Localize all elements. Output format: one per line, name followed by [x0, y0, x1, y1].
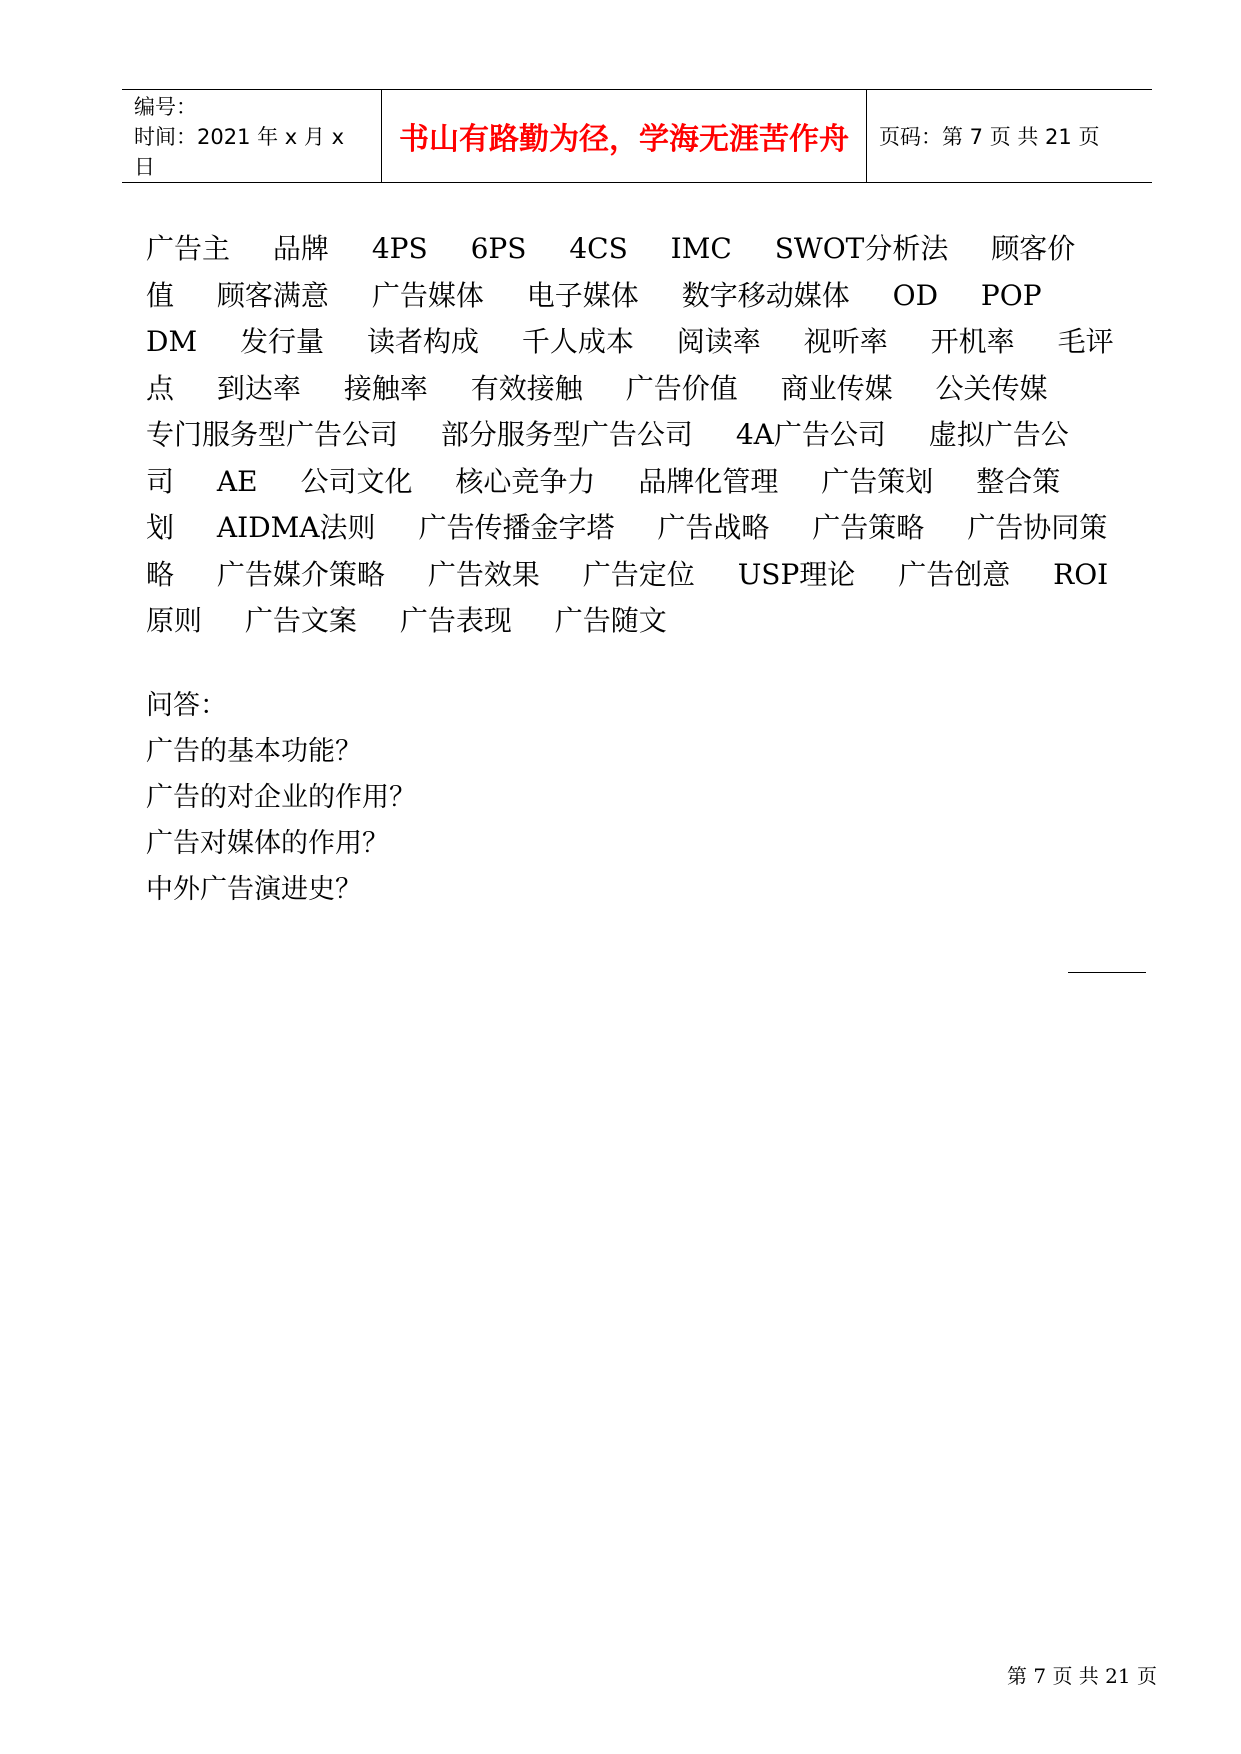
term-item: 整合策划 [146, 464, 1061, 544]
question-item: 中外广告演进史？ [146, 873, 362, 905]
page-header [122, 89, 1152, 183]
document-time: 时间：2021 年 x 月 x 日 [134, 125, 344, 179]
term-item: 4CS [569, 232, 628, 265]
header-page-cell [867, 90, 1152, 182]
term-item: 4PS [371, 232, 428, 265]
term-item: 广告传播金字塔 [418, 511, 615, 544]
term-item: 4A广告公司 [735, 418, 886, 451]
term-item: 接触率 [343, 371, 428, 405]
term-item: 阅读率 [676, 325, 761, 358]
term-item: 顾客价值 [146, 232, 1076, 312]
term-item: SWOT分析法 [774, 232, 949, 265]
term-item: 广告战略 [657, 511, 770, 544]
term-item: 广告文案 [244, 604, 357, 637]
terms-list [146, 226, 1116, 645]
term-item: 广告媒介策略 [216, 557, 385, 591]
term-item: 品牌 [272, 232, 329, 265]
term-item: AE [216, 464, 258, 498]
term-item: 公司文化 [300, 464, 413, 498]
term-item: DM [146, 325, 198, 358]
document-number-label: 编号： [134, 95, 197, 119]
term-item: 顾客满意 [216, 278, 329, 312]
motto-text: 书山有路勤为径，学海无涯苦作舟 [399, 122, 849, 157]
divider-line [1068, 972, 1146, 973]
term-item: 毛评点 [146, 325, 1114, 405]
term-item: 品牌化管理 [638, 464, 779, 498]
term-item: 6PS [470, 232, 527, 265]
term-item: 核心竞争力 [455, 464, 596, 498]
term-item: 视听率 [803, 325, 888, 358]
term-item: OD [892, 278, 939, 312]
term-item: 广告策略 [812, 511, 925, 544]
term-item: AIDMA法则 [216, 511, 376, 544]
term-item: 到达率 [216, 371, 301, 405]
document-body [146, 226, 1116, 913]
term-item: 商业传媒 [780, 371, 893, 405]
term-item: 广告策划 [821, 464, 934, 498]
term-item: 广告协同策略 [146, 511, 1108, 591]
term-item: 千人成本 [521, 325, 634, 358]
term-item: 广告效果 [427, 557, 540, 591]
term-item: 公关传媒 [935, 371, 1048, 405]
header-info-cell [122, 90, 382, 182]
qa-section [146, 683, 1116, 913]
term-item: 广告表现 [399, 604, 512, 637]
qa-title: 问答： [146, 689, 227, 721]
term-item: 数字移动媒体 [681, 278, 850, 312]
term-item: 广告创意 [898, 557, 1011, 591]
term-item: USP理论 [737, 557, 856, 591]
term-item: 广告媒体 [371, 278, 484, 312]
term-item: 发行量 [240, 325, 325, 358]
term-item: 广告价值 [625, 371, 738, 405]
term-item: 广告定位 [582, 557, 695, 591]
page-footer: 第 7 页 共 21 页 [1007, 1664, 1157, 1688]
header-motto-cell [382, 90, 867, 182]
question-item: 广告对媒体的作用？ [146, 827, 389, 859]
term-item: POP [980, 278, 1042, 312]
question-item: 广告的对企业的作用？ [146, 781, 416, 813]
term-item: ROI原则 [146, 557, 1109, 637]
term-item: 部分服务型广告公司 [440, 418, 693, 451]
term-item: 有效接触 [470, 371, 583, 405]
term-item: 专门服务型广告公司 [146, 418, 399, 451]
term-item: 虚拟广告公司 [146, 418, 1069, 498]
term-item: 读者构成 [366, 325, 479, 358]
question-item: 广告的基本功能？ [146, 735, 362, 767]
term-item: 开机率 [930, 325, 1015, 358]
header-page-code: 页码：第 7 页 共 21 页 [879, 125, 1100, 149]
term-item: 电子媒体 [526, 278, 639, 312]
term-item: 广告随文 [554, 604, 667, 637]
term-item: IMC [670, 232, 732, 265]
term-item: 广告主 [146, 232, 231, 265]
